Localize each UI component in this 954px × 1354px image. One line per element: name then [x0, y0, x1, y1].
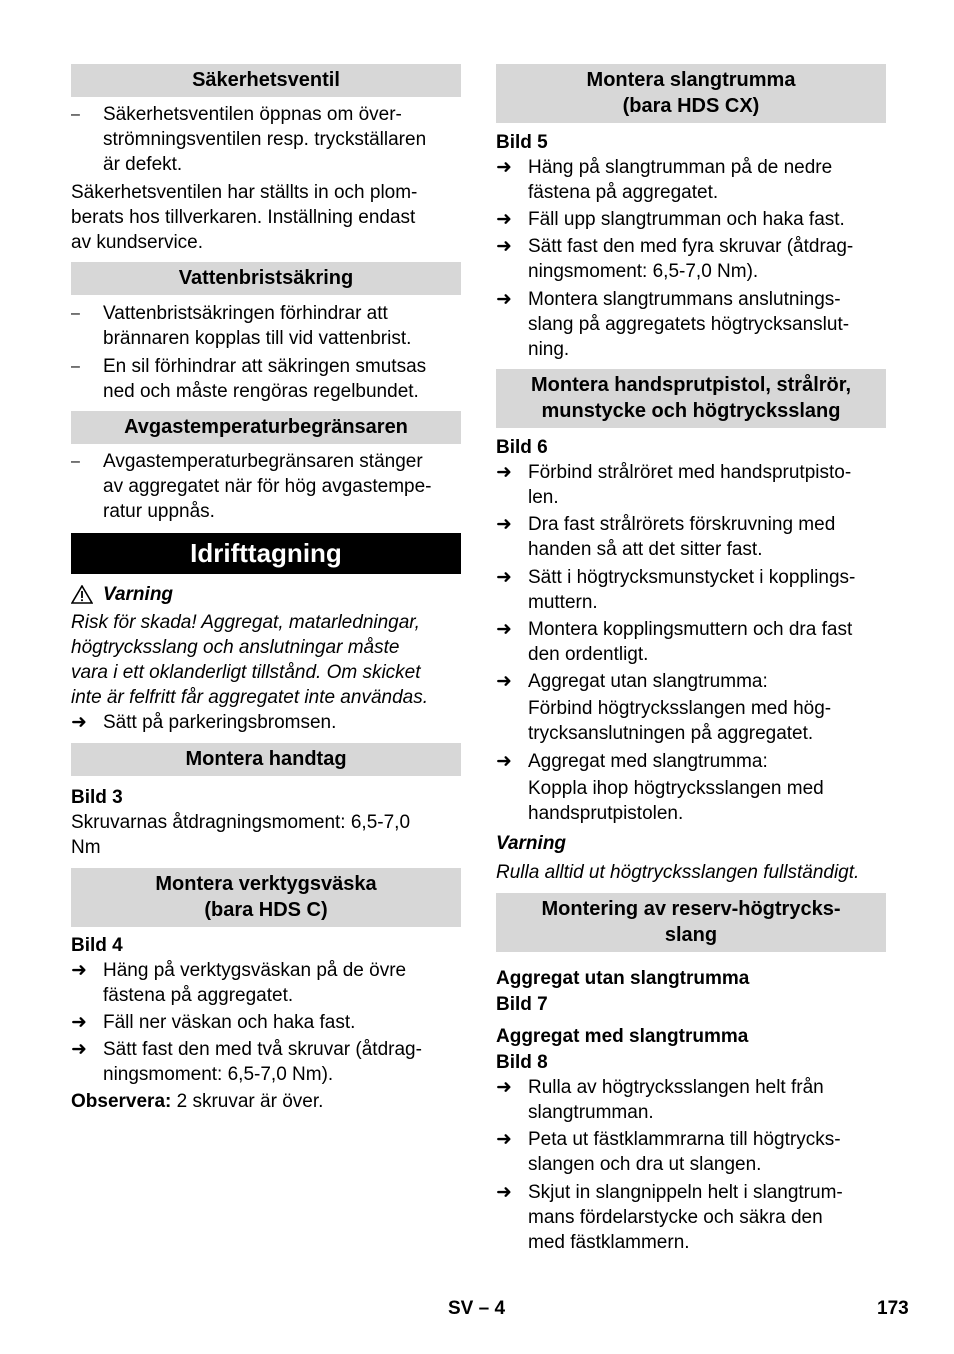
- arrow-right-icon: ➜: [496, 751, 512, 772]
- section-heading-handsprutpistol: Montera handsprutpistol, strålrör, munstycke och högtrycksslang: [496, 369, 886, 428]
- arrow-right-icon: ➜: [496, 567, 512, 588]
- arrow-right-icon: ➜: [496, 209, 512, 230]
- figure-ref: Bild 6: [496, 437, 548, 458]
- dash-list-item: – En sil förhindrar att säkringen smutsas ned och måste rengöras regelbundet.: [71, 356, 427, 402]
- step-item: ➜ Fäll ner väskan och haka fast.: [71, 1012, 356, 1033]
- dash-bullet: –: [71, 358, 80, 375]
- left-column: [71, 64, 461, 1114]
- footer-section-label: SV – 4: [448, 1298, 506, 1319]
- right-column: [496, 64, 886, 1255]
- step-item: ➜ Förbind strålröret med handsprutpisto- len.: [496, 462, 852, 508]
- step-item: ➜ Häng på verktygsväskan på de övre fästena på aggregatet.: [71, 960, 407, 1006]
- step-item: ➜ Aggregat utan slangtrumma:: [496, 671, 768, 692]
- arrow-right-icon: ➜: [496, 462, 512, 483]
- figure-ref: Bild 8: [496, 1052, 548, 1073]
- chapter-heading-idrifttagning: Idrifttagning: [71, 533, 461, 574]
- dash-list-item: – Säkerhetsventilen öppnas om över- strömningsventilen resp. tryckställaren är defekt.: [71, 104, 427, 175]
- arrow-right-icon: ➜: [71, 1039, 87, 1060]
- step-item: ➜ Montera slangtrummans anslutnings- slang på aggregatets högtrycksanslut- ning.: [496, 289, 850, 360]
- arrow-right-icon: ➜: [71, 960, 87, 981]
- arrow-right-icon: ➜: [496, 671, 512, 692]
- figure-ref: Bild 3: [71, 787, 123, 808]
- step-item: ➜ Dra fast strålrörets förskruvning med handen så att det sitter fast.: [496, 514, 836, 560]
- subheading: Aggregat med slangtrumma: [496, 1026, 749, 1047]
- warning-triangle-icon: [71, 585, 93, 604]
- dash-bullet: –: [71, 106, 80, 123]
- arrow-right-icon: ➜: [496, 619, 512, 640]
- step-item: ➜ Rulla av högtrycksslangen helt från slangtrumman.: [496, 1077, 824, 1123]
- step-item: ➜ Sätt i högtrycksmunstycket i kopplings- muttern.: [496, 567, 856, 613]
- step-item: ➜ Häng på slangtrumman på de nedre fästena på aggregatet.: [496, 157, 833, 203]
- warning-heading: Varning: [71, 582, 461, 607]
- warning-label: Varning: [496, 833, 567, 854]
- warning-text: Risk för skada! Aggregat, matarledningar, högtrycksslang och anslutningar måste vara i ett oklanderligt tillstånd. Om skicket inte är felfritt får aggregatet inte användas.: [71, 612, 428, 708]
- section-heading-handtag: Montera handtag: [71, 743, 461, 776]
- dash-list-item: – Vattenbristsäkringen förhindrar att brännaren kopplas till vid vattenbrist.: [71, 303, 412, 349]
- subheading: Aggregat utan slangtrumma: [496, 968, 750, 989]
- step-subtext: Koppla ihop högtrycksslangen med handsprutpistolen.: [528, 778, 824, 824]
- note: Observera: 2 skruvar är över.: [71, 1091, 324, 1112]
- figure-ref: Bild 7: [496, 994, 548, 1015]
- paragraph: Skruvarnas åtdragningsmoment: 6,5-7,0 Nm: [71, 812, 411, 858]
- section-heading-vattenbrist: Vattenbristsäkring: [71, 262, 461, 295]
- arrow-right-icon: ➜: [71, 1012, 87, 1033]
- dash-bullet: –: [71, 453, 80, 470]
- arrow-right-icon: ➜: [496, 1129, 512, 1150]
- step-item: ➜ Sätt på parkeringsbromsen.: [71, 712, 337, 733]
- section-heading-verktygsvaska: Montera verktygsväska (bara HDS C): [71, 868, 461, 927]
- step-item: ➜ Fäll upp slangtrumman och haka fast.: [496, 209, 845, 230]
- page-number: 173: [877, 1298, 909, 1319]
- step-subtext: Förbind högtrycksslangen med hög- trycksanslutningen på aggregatet.: [528, 698, 832, 744]
- step-item: ➜ Skjut in slangnippeln helt i slangtrum- mans fördelarstycke och säkra den med fästklammern.: [496, 1182, 843, 1253]
- paragraph: Säkerhetsventilen har ställts in och plom- berats hos tillverkaren. Inställning endast av kundservice.: [71, 182, 418, 253]
- step-item: ➜ Montera kopplingsmuttern och dra fast den ordentligt.: [496, 619, 853, 665]
- arrow-right-icon: ➜: [496, 1077, 512, 1098]
- arrow-right-icon: ➜: [496, 514, 512, 535]
- section-heading-sakerhetsventil: Säkerhetsventil: [71, 64, 461, 97]
- step-item: ➜ Sätt fast den med fyra skruvar (åtdrag- ningsmoment: 6,5-7,0 Nm).: [496, 236, 854, 282]
- step-item: ➜ Peta ut fästklammrarna till högtrycks- slangen och dra ut slangen.: [496, 1129, 841, 1175]
- arrow-right-icon: ➜: [496, 236, 512, 257]
- arrow-right-icon: ➜: [496, 157, 512, 178]
- figure-ref: Bild 4: [71, 935, 123, 956]
- arrow-right-icon: ➜: [496, 289, 512, 310]
- section-heading-slangtrumma: Montera slangtrumma (bara HDS CX): [496, 64, 886, 123]
- step-item: ➜ Sätt fast den med två skruvar (åtdrag- ningsmoment: 6,5-7,0 Nm).: [71, 1039, 422, 1085]
- figure-ref: Bild 5: [496, 132, 548, 153]
- section-heading-reservslang: Montering av reserv-högtrycks- slang: [496, 893, 886, 952]
- section-heading-avgas: Avgastemperaturbegränsaren: [71, 411, 461, 444]
- arrow-right-icon: ➜: [496, 1182, 512, 1203]
- dash-list-item: – Avgastemperaturbegränsaren stänger av aggregatet när för hög avgastempe- ratur uppnås.: [71, 451, 432, 522]
- arrow-right-icon: ➜: [71, 712, 87, 733]
- warning-text: Rulla alltid ut högtrycksslangen fullständigt.: [496, 862, 860, 883]
- dash-bullet: –: [71, 305, 80, 322]
- step-item: ➜ Aggregat med slangtrumma:: [496, 751, 768, 772]
